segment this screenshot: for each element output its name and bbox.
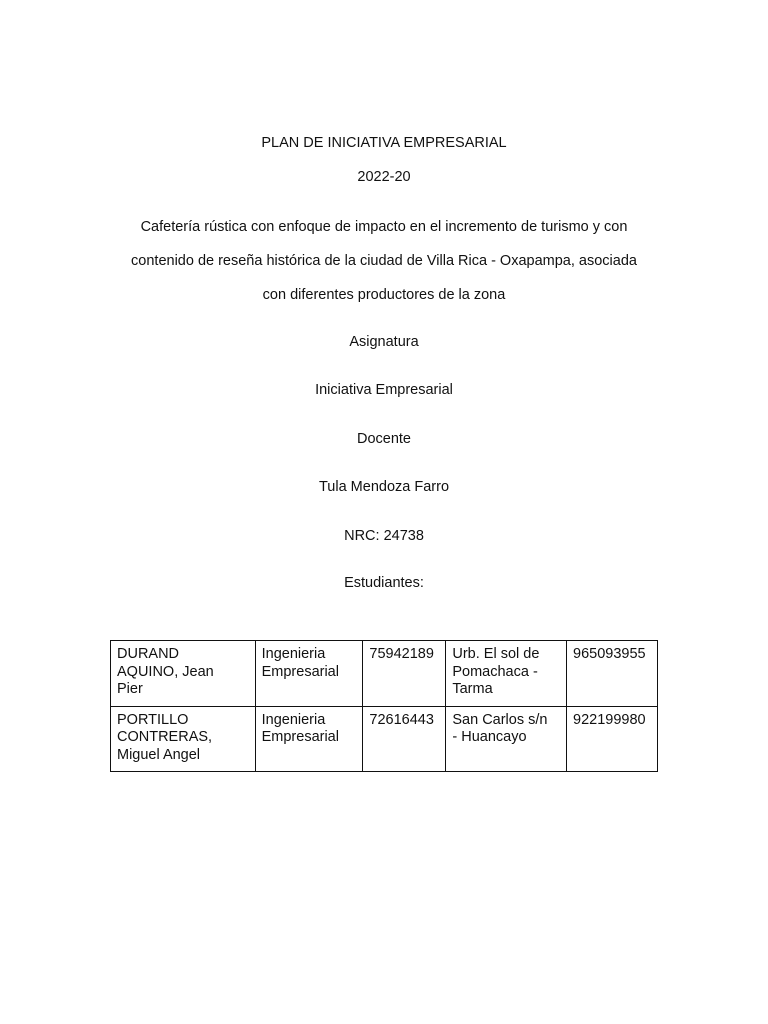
student-address-cell: [446, 706, 567, 772]
student-career-line: Empresarial: [261, 663, 339, 680]
student-name-line: AQUINO, Jean: [117, 663, 214, 680]
student-name-line: CONTRERAS,: [117, 729, 213, 745]
student-code: 75942189: [369, 646, 434, 662]
table-row: [111, 641, 658, 707]
student-address-line: Urb. El sol de: [452, 646, 540, 662]
nrc-code: NRC: 24738: [344, 528, 424, 544]
teacher-label: Docente: [356, 431, 411, 447]
document-title: PLAN DE INICIATIVA EMPRESARIAL: [261, 135, 507, 151]
subject-label: Asignatura: [349, 334, 419, 350]
description-line-3: con diferentes productores de la zona: [262, 287, 506, 303]
table-row: [111, 706, 658, 772]
description-line-2: contenido de reseña histórica de la ciudad de Villa Rica - Oxapampa, asociada: [131, 253, 637, 269]
student-name-line: Miguel Angel: [117, 746, 201, 763]
students-label: Estudiantes:: [344, 575, 424, 591]
student-phone: 965093955: [573, 646, 646, 662]
student-address-line: - Huancayo: [452, 729, 527, 745]
student-career-line: Ingenieria: [261, 711, 326, 728]
student-name-cell: [111, 706, 256, 772]
document-period: 2022-20: [357, 169, 411, 185]
description-line-1: Cafetería rústica con enfoque de impacto en el incremento de turismo y con: [140, 219, 628, 235]
student-name-line: DURAND: [117, 646, 180, 662]
student-name-cell: [111, 641, 256, 707]
student-phone-cell: [567, 641, 658, 707]
student-career-line: Ingenieria: [261, 646, 326, 662]
student-code-cell: [363, 706, 446, 772]
student-career-cell: [255, 641, 363, 707]
student-address-line: San Carlos s/n: [452, 711, 548, 728]
teacher-value: Tula Mendoza Farro: [318, 479, 450, 495]
student-code: 72616443: [369, 711, 434, 728]
student-career-cell: [255, 706, 363, 772]
student-code-cell: [363, 641, 446, 707]
students-table: [110, 640, 658, 772]
subject-value: Iniciativa Empresarial: [315, 382, 453, 398]
student-address-cell: [446, 641, 567, 707]
student-career-line: Empresarial: [261, 729, 339, 745]
student-address-line: Pomachaca -: [452, 663, 538, 680]
student-address-line: Tarma: [452, 681, 493, 697]
student-phone: 922199980: [573, 711, 646, 728]
student-name-line: PORTILLO: [117, 711, 189, 728]
student-name-line: Pier: [117, 681, 143, 697]
student-phone-cell: [567, 706, 658, 772]
